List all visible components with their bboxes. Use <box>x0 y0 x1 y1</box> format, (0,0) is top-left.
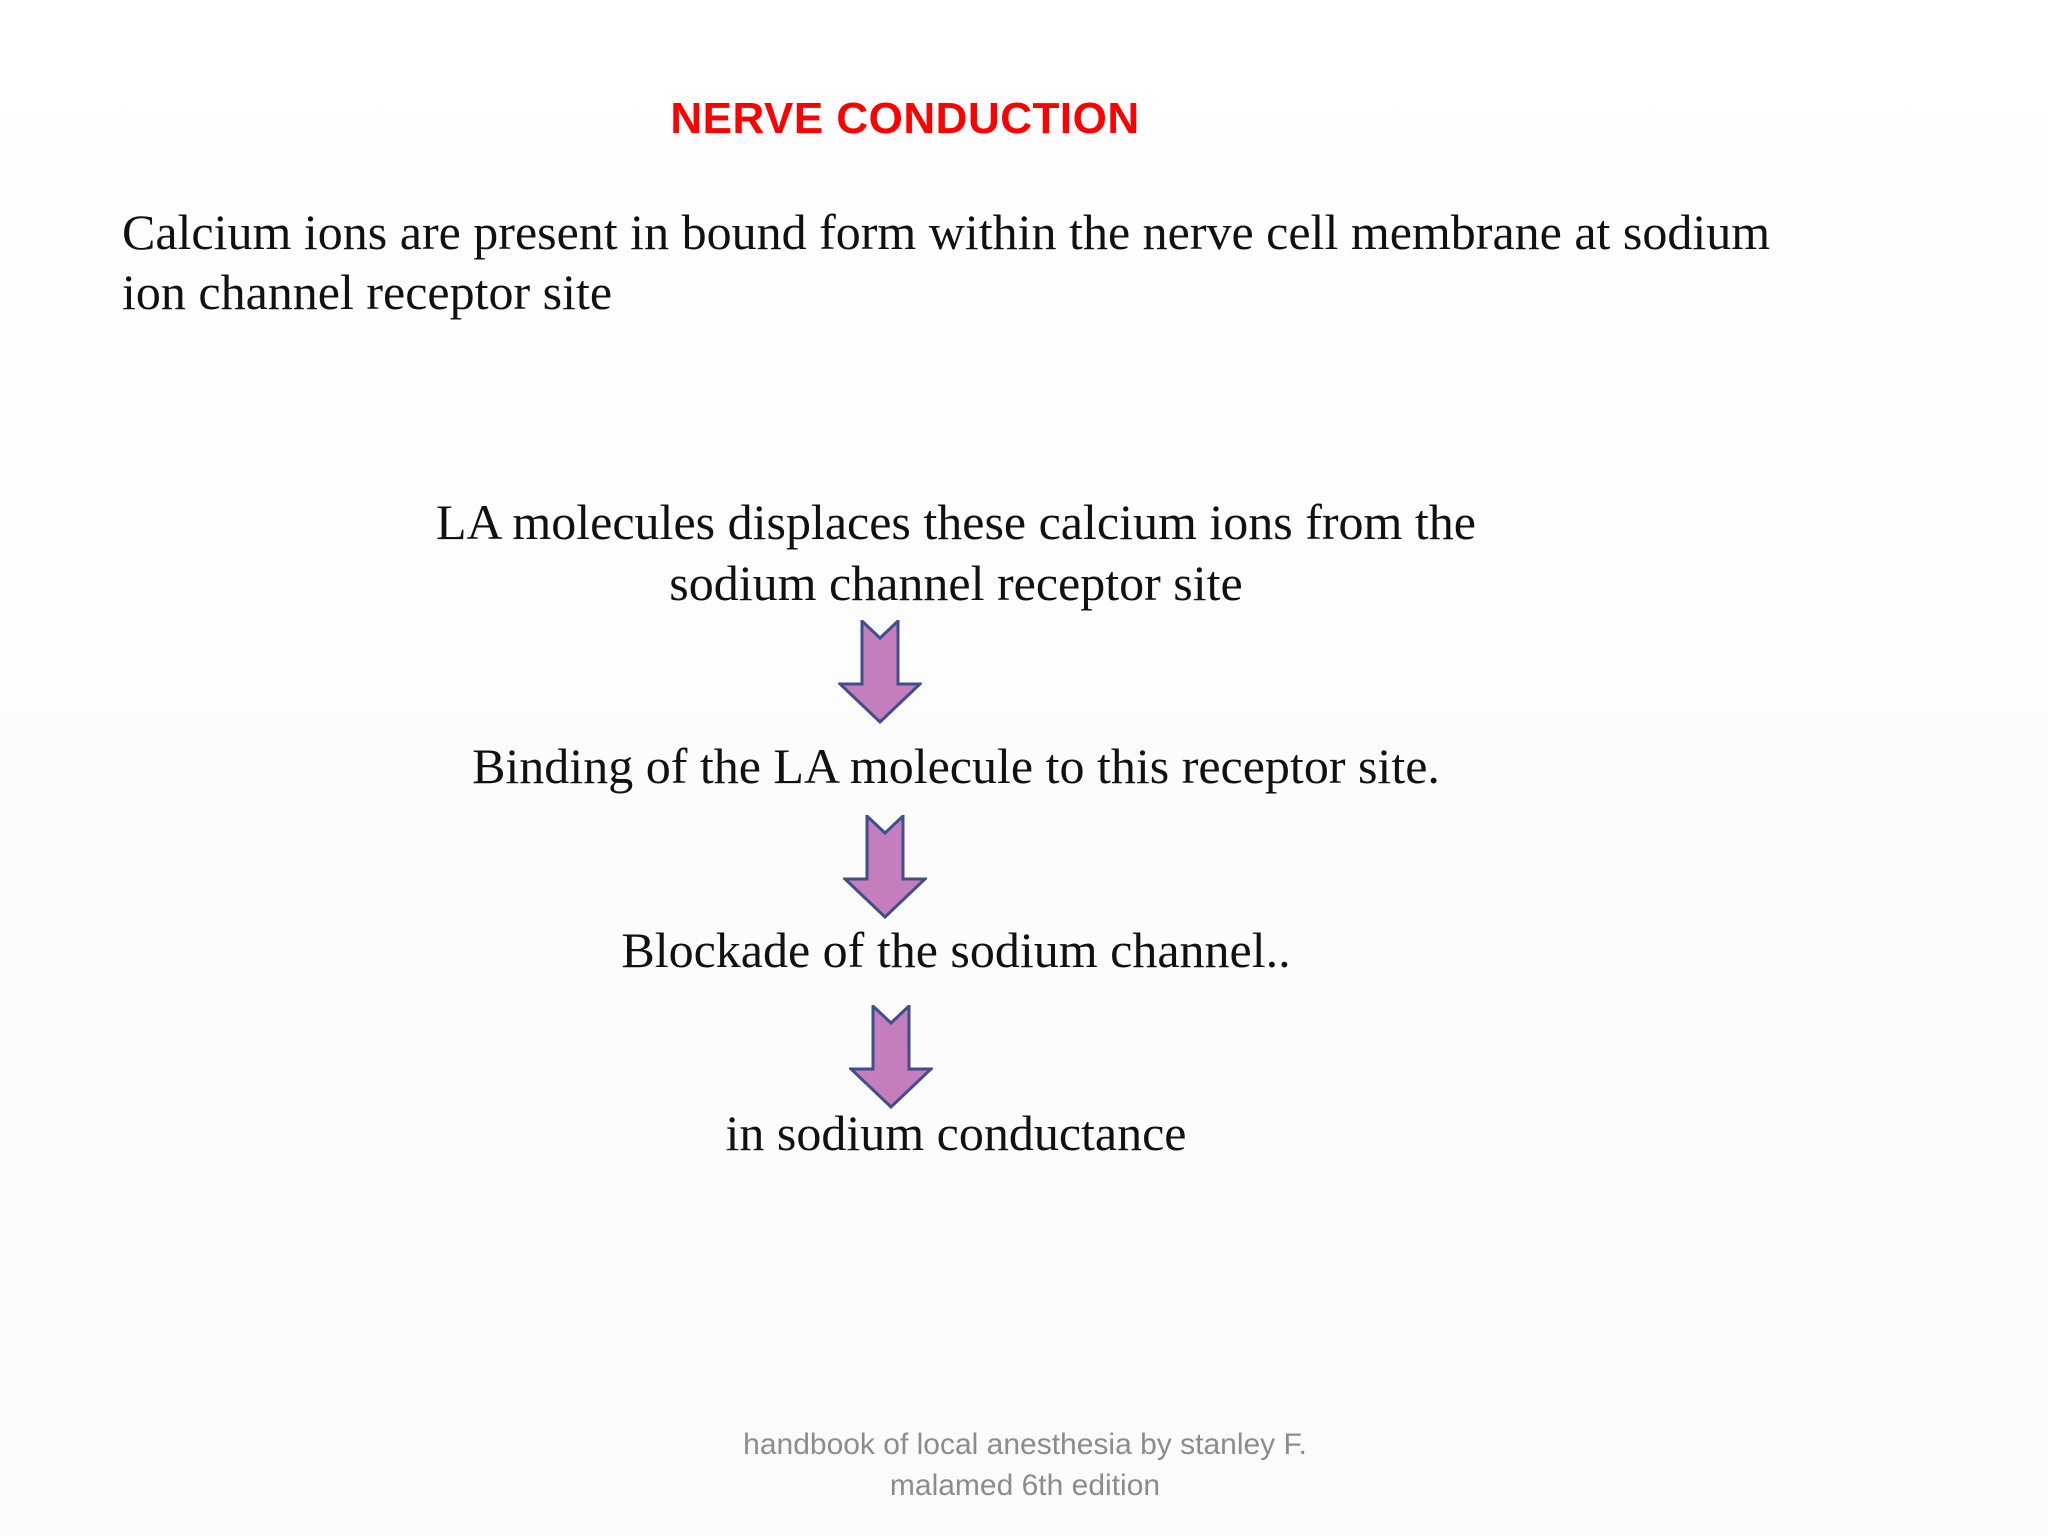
step-line: LA molecules displaces these calcium ions from the <box>436 494 1476 550</box>
slide-title: NERVE CONDUCTION <box>670 94 1140 143</box>
step-line: Blockade of the sodium channel.. <box>621 922 1291 978</box>
step-line: sodium channel receptor site <box>669 555 1243 611</box>
citation-line: handbook of local anesthesia by stanley F. <box>743 1428 1307 1461</box>
flow-step-conductance <box>0 1103 1912 1164</box>
flow-step-blockade <box>0 920 1912 981</box>
intro-line: Calcium ions are present in bound form within the nerve cell membrane at sodium <box>122 204 1771 260</box>
flow-step-binding <box>0 736 1912 797</box>
citation-line: malamed 6th edition <box>889 1469 1161 1502</box>
intro-line: ion channel receptor site <box>122 264 613 320</box>
intro-text <box>122 202 1922 322</box>
down-arrow-icon <box>838 620 922 724</box>
step-line: Binding of the LA molecule to this receptor site. <box>472 738 1440 794</box>
down-arrow-icon <box>849 1005 933 1109</box>
source-citation <box>640 1424 1410 1506</box>
down-arrow-icon <box>843 815 927 919</box>
step-line: in sodium conductance <box>725 1105 1187 1161</box>
flow-step-displacement <box>0 492 1912 614</box>
